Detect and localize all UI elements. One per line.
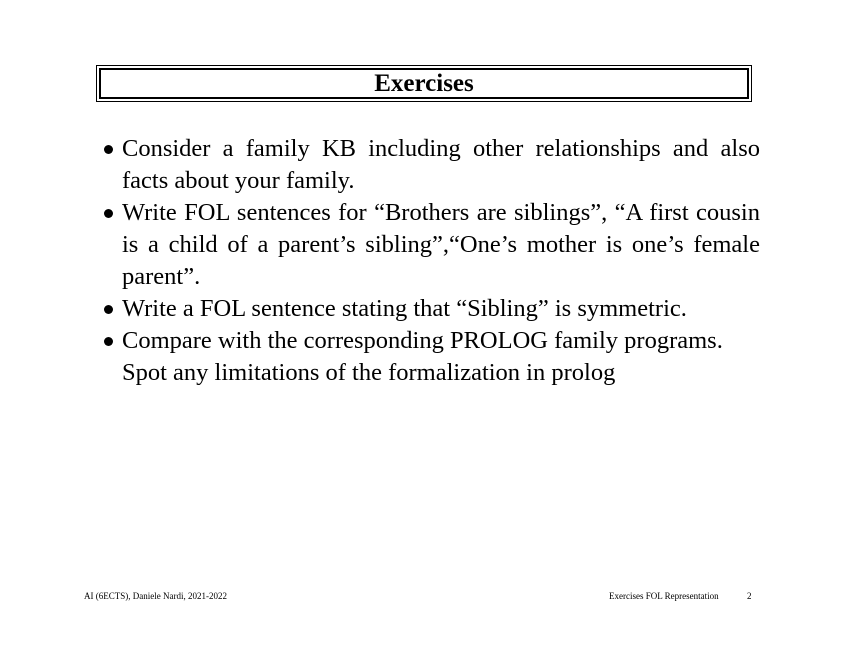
bullet-text-3: Write a FOL sentence stating that “Sibling” is symmetric. bbox=[122, 295, 687, 322]
footer-section-title: Exercises FOL Representation bbox=[609, 591, 719, 601]
footer-page-number: 2 bbox=[747, 591, 752, 601]
bullet-text-2: Write FOL sentences for “Brothers are siblings”, “A first cousin is a child of a parent’s sibling”,“One’s mother is one’s female parent”. bbox=[122, 199, 760, 290]
bullet-item-1 bbox=[104, 133, 760, 197]
bullet-item-3 bbox=[104, 293, 760, 325]
footer-course-info: AI (6ECTS), Daniele Nardi, 2021-2022 bbox=[84, 591, 227, 601]
slide-title-box bbox=[99, 68, 749, 99]
slide-title-frame bbox=[96, 65, 752, 102]
bullet-dot-icon bbox=[104, 209, 113, 218]
slide-title: Exercises bbox=[374, 70, 474, 97]
bullet-dot-icon bbox=[104, 305, 113, 314]
bullet-list bbox=[104, 133, 760, 389]
bullet-item-4 bbox=[104, 325, 760, 389]
bullet-text-4: Compare with the corresponding PROLOG family programs. Spot any limitations of the formalization in prolog bbox=[122, 327, 723, 386]
bullet-item-2 bbox=[104, 197, 760, 293]
bullet-dot-icon bbox=[104, 337, 113, 346]
bullet-text-1: Consider a family KB including other relationships and also facts about your family. bbox=[122, 135, 760, 194]
bullet-dot-icon bbox=[104, 145, 113, 154]
